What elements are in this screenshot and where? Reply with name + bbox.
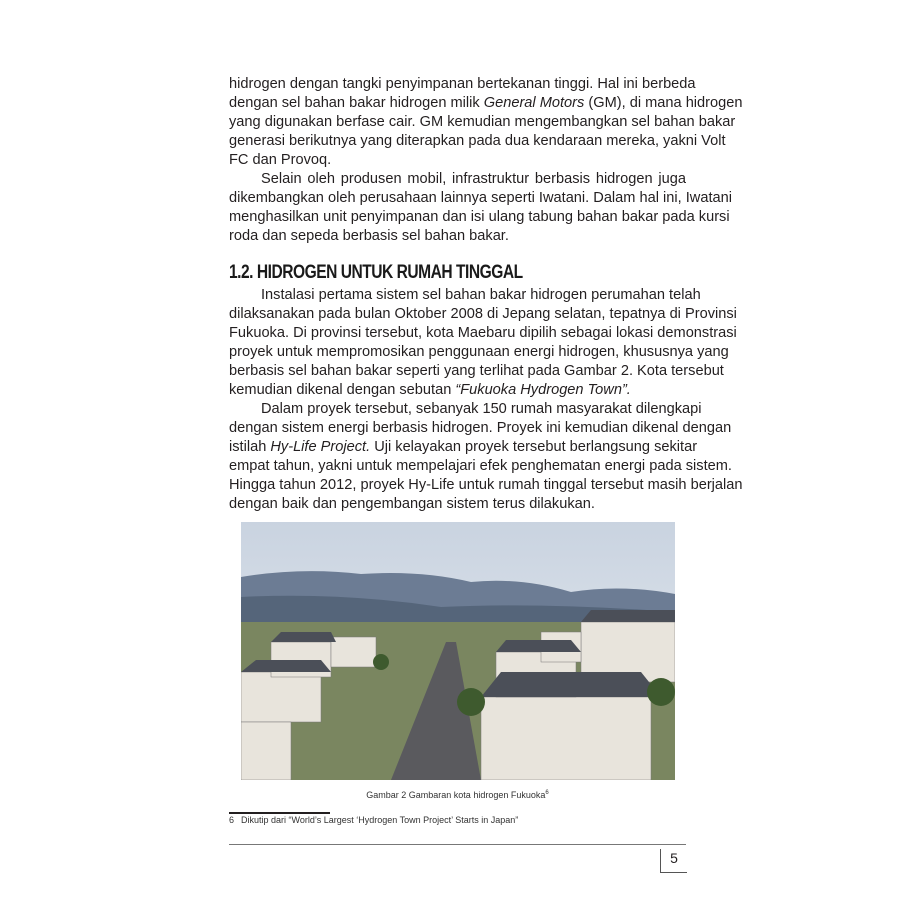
- text-segment: dengan baik dan pengembangan sistem terus dilakukan.: [229, 496, 595, 512]
- text-segment: dengan sel bahan bakar hidrogen milik: [229, 95, 484, 111]
- text-segment: menghasilkan unit penyimpanan dan isi ulang tabung bahan bakar pada kursi: [229, 209, 730, 225]
- paragraph-line: [229, 151, 686, 170]
- text-segment: kemudian dikenal dengan sebutan: [229, 382, 456, 398]
- text-segment: proyek untuk mempromosikan penggunaan energi hidrogen, khususnya yang: [229, 344, 729, 360]
- paragraph-line: [229, 132, 726, 151]
- text-segment: Selain oleh produsen mobil, infrastruktur berbasis hidrogen juga: [261, 171, 686, 187]
- paragraph-line: [229, 113, 736, 132]
- text-segment: dilaksanakan pada bulan Oktober 2008 di Jepang selatan, tepatnya di Provinsi: [229, 306, 737, 322]
- text-segment: Instalasi pertama sistem sel bahan bakar hidrogen perumahan telah: [261, 287, 701, 303]
- text-segment: dengan sistem energi berbasis hidrogen. Proyek ini kemudian dikenal dengan: [229, 420, 732, 436]
- paragraph-line: [229, 419, 732, 438]
- caption-text: Gambar 2 Gambaran kota hidrogen Fukuoka: [366, 790, 546, 800]
- paragraph-line: [229, 75, 696, 94]
- paragraph-line: [229, 438, 698, 457]
- text-segment: FC dan Provoq.: [229, 152, 332, 168]
- text-segment: empat tahun, yakni untuk mempelajari efek penghematan energi pada sistem.: [229, 458, 732, 474]
- footer-divider: [229, 844, 686, 845]
- text-segment: generasi berikutnya yang diterapkan pada dua kendaraan mereka, yakni Volt: [229, 133, 726, 149]
- paragraph-line: [229, 208, 730, 227]
- italic-text: “Fukuoka Hydrogen Town”.: [455, 382, 631, 398]
- paragraph-line: [229, 381, 686, 400]
- footnote-number: 6: [229, 815, 235, 825]
- paragraph-line: [229, 343, 729, 362]
- paragraph-line: [261, 170, 686, 189]
- italic-text: General Motors: [483, 95, 585, 111]
- paragraph-line: [229, 94, 743, 113]
- paragraph-line: [229, 324, 737, 343]
- paragraph-line: [261, 286, 701, 305]
- paragraph-line: [229, 476, 743, 495]
- paragraph-line: [229, 495, 686, 514]
- text-segment: hidrogen dengan tangki penyimpanan bertekanan tinggi. Hal ini berbeda: [229, 76, 696, 92]
- text-segment: Hingga tahun 2012, proyek Hy-Life untuk rumah tinggal tersebut masih berjalan: [229, 477, 743, 493]
- footnote-ref[interactable]: 6: [545, 790, 549, 796]
- text-segment: (GM), di mana hidrogen: [584, 95, 743, 111]
- paragraph-line: [229, 227, 686, 246]
- figure-photo-fukuoka-town: [241, 522, 675, 780]
- paragraph-line: [229, 305, 737, 324]
- paragraph-line: [261, 400, 702, 419]
- text-segment: dikembangkan oleh perusahaan lainnya seperti Iwatani. Dalam hal ini, Iwatani: [229, 190, 732, 206]
- text-segment: Uji kelayakan proyek tersebut berlangsung sekitar: [370, 439, 698, 455]
- figure-caption: [229, 790, 686, 800]
- text-segment: Fukuoka. Di provinsi tersebut, kota Maebaru dipilih sebagai lokasi demonstrasi: [229, 325, 737, 341]
- text-segment: istilah: [229, 439, 271, 455]
- footnote-divider: [229, 812, 330, 814]
- paragraph-line: [229, 362, 724, 381]
- text-segment: Dalam proyek tersebut, sebanyak 150 rumah masyarakat dilengkapi: [261, 401, 702, 417]
- italic-text: Hy-Life Project.: [270, 439, 371, 455]
- text-segment: roda dan sepeda berbasis sel bahan bakar.: [229, 228, 509, 244]
- text-segment: yang digunakan berfase cair. GM kemudian mengembangkan sel bahan bakar: [229, 114, 736, 130]
- paragraph-line: [229, 189, 732, 208]
- footnote: [229, 815, 518, 825]
- section-heading: 1.2. HIDROGEN UNTUK RUMAH TINGGAL: [229, 262, 523, 283]
- paragraph-line: [229, 457, 732, 476]
- footnote-text: Dikutip dari “World’s Largest ‘Hydrogen Town Project’ Starts in Japan”: [241, 815, 519, 825]
- page-number: 5: [660, 849, 687, 873]
- text-segment: berbasis sel bahan bakar seperti yang terlihat pada Gambar 2. Kota tersebut: [229, 363, 724, 379]
